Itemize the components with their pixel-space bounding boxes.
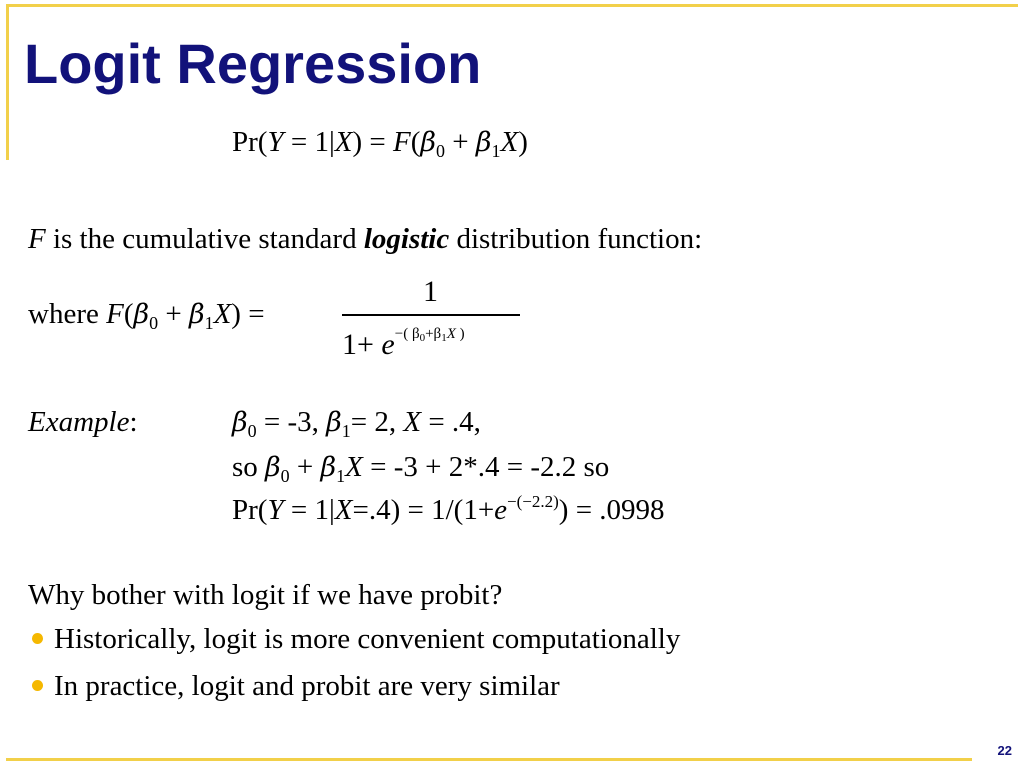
page-number: 22 [997,743,1012,758]
accent-rule-top [6,4,1018,7]
model-equation: $Pr(Y = 1|X) = F(\beta_0 + \beta_1X)$ [232,126,528,161]
example-label: Example: [28,406,138,438]
fraction-numerator: 1 [423,275,438,308]
accent-rule-bottom [6,758,972,761]
example-line-1: $\beta_0 = -3$, $\beta_1= 2$, X = .4, [232,406,481,441]
example-line-2: so $\beta_0 + \beta_1X = -3 + 2*.4 = -2.2$ so [232,451,610,486]
bullet-item: Historically, logit is more convenient computationally [54,623,681,655]
slide-title: Logit Regression [24,32,482,95]
fraction-denominator: $1+ e^{-( \beta_0+\beta_1X )}$ [342,326,465,361]
question-text: Why bother with logit if we have probit? [28,579,503,611]
where-formula: where $F(\beta_0 + \beta_1X)$ = [28,298,265,333]
bullet-item: In practice, logit and probit are very similar [54,670,560,702]
example-line-3: $Pr(Y = 1|X=.4) = 1/(1+e^{-(-2.2)}) = .0998$ [232,492,665,526]
accent-rule-vertical [6,4,9,160]
bullet-icon [32,680,43,691]
fraction-bar [342,314,520,316]
definition-line: F is the cumulative standard logistic distribution function: [28,223,703,255]
bullet-icon [32,633,43,644]
